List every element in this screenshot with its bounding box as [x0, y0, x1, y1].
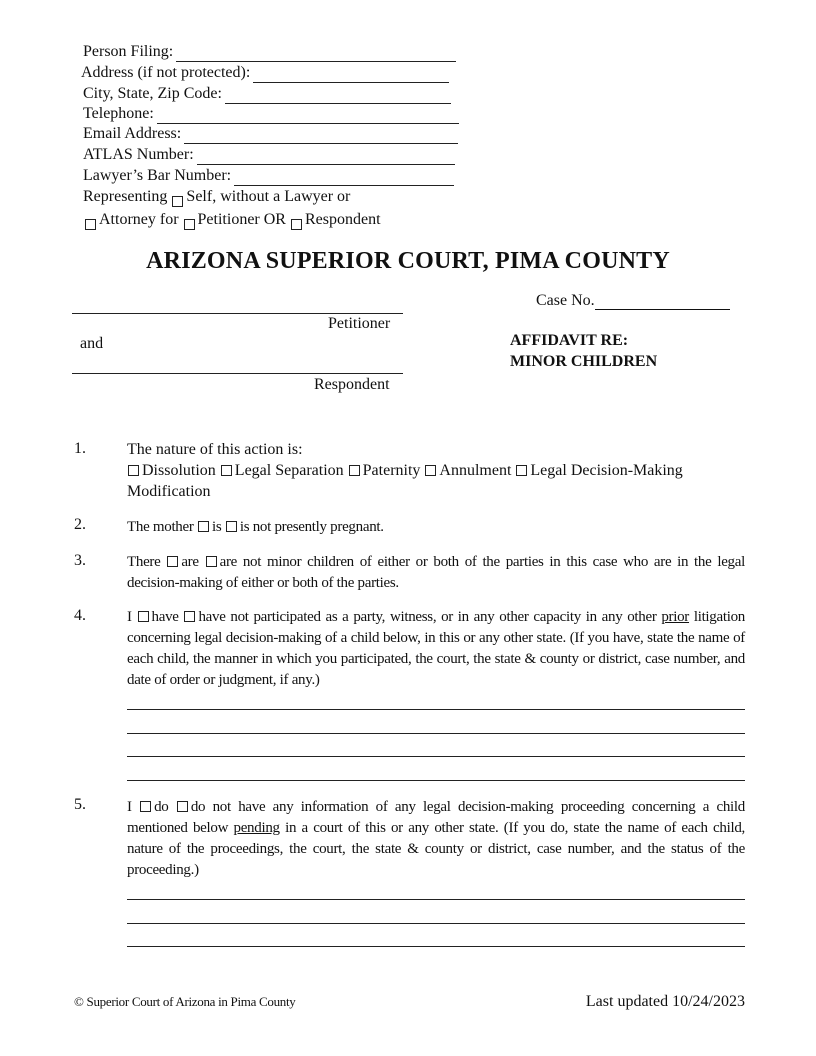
- city-label: City, State, Zip Code:: [83, 85, 222, 102]
- item-5-underlined: pending: [233, 820, 280, 836]
- item-5: [127, 797, 745, 881]
- paternity-checkbox[interactable]: [349, 465, 360, 476]
- case-number-label: Case No.: [536, 292, 595, 309]
- document-title: [510, 330, 657, 372]
- item-5-text-c: do not have any information of any legal decision-making proceeding concerning a child mentioned below: [127, 799, 745, 836]
- item-4-answer-line-2[interactable]: [127, 733, 745, 734]
- option-annulment: Annulment: [439, 462, 512, 479]
- respondent-option-label: Respondent: [304, 211, 381, 228]
- option-legal-decision-making: Legal Decision-Making: [530, 462, 683, 479]
- attorney-line: [84, 210, 381, 230]
- item-4-text-a: I: [127, 609, 132, 625]
- participated-have-checkbox[interactable]: [138, 611, 149, 622]
- city-field[interactable]: [225, 88, 451, 104]
- bar-label: Lawyer’s Bar Number:: [83, 167, 232, 184]
- self-checkbox[interactable]: [172, 196, 183, 207]
- item-4-answer-line-4[interactable]: [127, 780, 745, 781]
- attorney-checkbox[interactable]: [85, 219, 96, 230]
- pregnant-no-checkbox[interactable]: [226, 521, 237, 532]
- address-label: Address (if not protected):: [81, 64, 251, 81]
- item-4-text-c: have not participated as a party, witness, or in any other capacity in any other: [198, 609, 657, 625]
- item-5-answer-line-2[interactable]: [127, 923, 745, 924]
- telephone-field[interactable]: [157, 108, 459, 124]
- item-5-answer-line-1[interactable]: [127, 899, 745, 900]
- item-1: [127, 439, 745, 502]
- item-5-text-b: do: [154, 799, 169, 815]
- petitioner-option-label: Petitioner OR: [197, 211, 286, 228]
- children-are-checkbox[interactable]: [167, 556, 178, 567]
- information-do-checkbox[interactable]: [140, 801, 151, 812]
- bar-field[interactable]: [234, 170, 454, 186]
- atlas-label: ATLAS Number:: [83, 146, 194, 163]
- option-dissolution: Dissolution: [142, 462, 216, 479]
- and-label: and: [80, 335, 104, 352]
- item-5-answer-line-3[interactable]: [127, 946, 745, 947]
- item-4: [127, 607, 745, 691]
- document-title-line-1: AFFIDAVIT RE:: [510, 332, 629, 349]
- petitioner-label: Petitioner: [328, 315, 391, 332]
- person-filing-line: [83, 42, 456, 62]
- option-legal-separation: Legal Separation: [234, 462, 344, 479]
- footer-last-updated: Last updated 10/24/2023: [585, 993, 745, 1010]
- city-line: [83, 84, 451, 104]
- item-2: [127, 517, 745, 538]
- item-4-number: 4.: [74, 607, 86, 624]
- case-number-field[interactable]: [595, 294, 730, 310]
- person-filing-field[interactable]: [176, 46, 456, 62]
- item-4-text-b: have: [151, 609, 179, 625]
- dissolution-checkbox[interactable]: [128, 465, 139, 476]
- item-4-text-d: litigation concerning legal decision-making of a child below, in this or any other state. (If you have, state the name of each child, the manner in which you participated, the court, the state & county or district, case number, and date of order or judgment, if any.): [127, 609, 745, 688]
- item-5-number: 5.: [74, 796, 86, 813]
- self-label: Self, without a Lawyer or: [186, 188, 351, 205]
- bar-line: [83, 166, 454, 186]
- item-3-text-a: There: [127, 554, 161, 570]
- telephone-label: Telephone:: [83, 105, 154, 122]
- item-4-answer-line-1[interactable]: [127, 709, 745, 710]
- respondent-checkbox[interactable]: [291, 219, 302, 230]
- representing-label: Representing: [83, 188, 168, 205]
- item-1-number: 1.: [74, 440, 86, 457]
- item-2-text-c: is not presently pregnant.: [239, 519, 384, 535]
- item-4-answer-line-3[interactable]: [127, 756, 745, 757]
- item-2-text-b: is: [212, 519, 222, 535]
- item-1-options: [127, 460, 745, 481]
- email-label: Email Address:: [83, 125, 182, 142]
- petitioner-name-field[interactable]: [72, 313, 403, 314]
- item-5-text-d: in a court of this or any other state. (If you do, state the name of each child, nature of the proceedings, the court, the state & county or district, case number, and the status of the proceeding.): [127, 820, 745, 878]
- item-3: [127, 552, 745, 594]
- email-field[interactable]: [184, 128, 458, 144]
- item-5-text-a: I: [127, 799, 132, 815]
- petitioner-checkbox[interactable]: [184, 219, 195, 230]
- annulment-checkbox[interactable]: [425, 465, 436, 476]
- participated-have-not-checkbox[interactable]: [184, 611, 195, 622]
- legal-separation-checkbox[interactable]: [221, 465, 232, 476]
- case-number-line: [536, 292, 730, 310]
- telephone-line: [83, 104, 459, 124]
- children-are-not-checkbox[interactable]: [206, 556, 217, 567]
- address-field[interactable]: [253, 67, 449, 83]
- option-paternity: Paternity: [362, 462, 421, 479]
- item-1-lead: The nature of this action is:: [127, 441, 303, 458]
- address-line: [81, 63, 449, 83]
- legal-decision-making-checkbox[interactable]: [516, 465, 527, 476]
- item-2-number: 2.: [74, 516, 86, 533]
- item-3-number: 3.: [74, 552, 86, 569]
- representing-line: [83, 187, 350, 207]
- attorney-label: Attorney for: [99, 211, 179, 228]
- pregnant-yes-checkbox[interactable]: [198, 521, 209, 532]
- item-2-text-a: The mother: [127, 519, 194, 535]
- item-3-text-c: are not minor children of either or both of the parties in this case who are in the legal decision-making of either or both of the parties.: [127, 554, 745, 591]
- item-1-tail: Modification: [127, 483, 211, 500]
- email-line: [83, 124, 458, 144]
- footer-copyright: © Superior Court of Arizona in Pima County: [74, 994, 296, 1009]
- information-do-not-checkbox[interactable]: [177, 801, 188, 812]
- atlas-line: [83, 145, 455, 165]
- respondent-label: Respondent: [314, 376, 390, 393]
- person-filing-label: Person Filing:: [83, 43, 174, 60]
- item-4-underlined: prior: [661, 609, 690, 625]
- respondent-name-field[interactable]: [72, 373, 403, 374]
- document-title-line-2: MINOR CHILDREN: [510, 353, 658, 370]
- item-3-text-b: are: [181, 554, 199, 570]
- court-title: ARIZONA SUPERIOR COURT, PIMA COUNTY: [146, 248, 670, 274]
- atlas-field[interactable]: [197, 149, 455, 165]
